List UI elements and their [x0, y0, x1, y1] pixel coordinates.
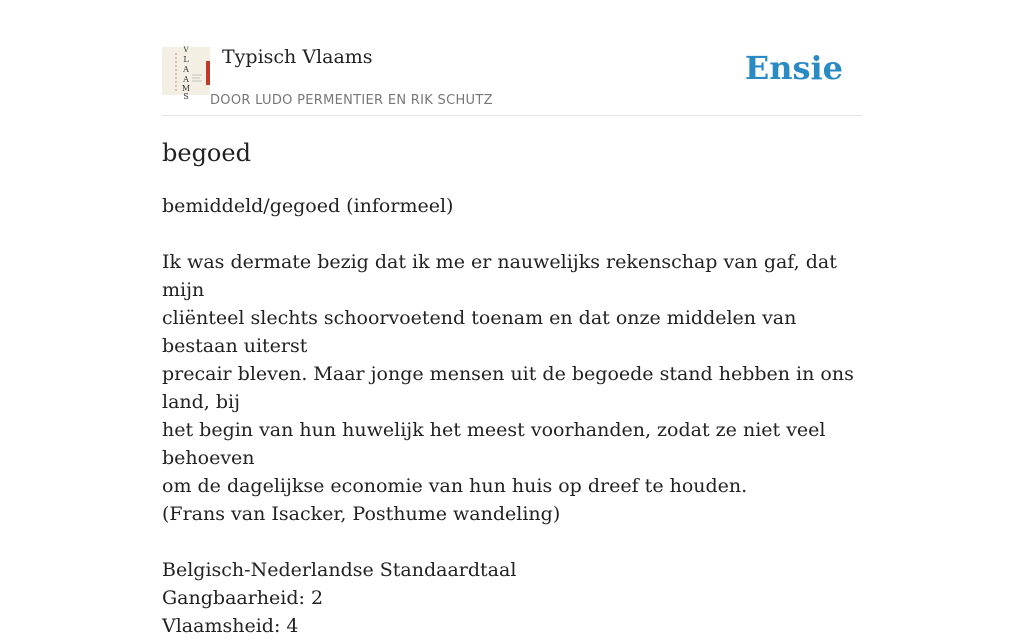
logo-letter: M: [181, 84, 191, 93]
source-logo[interactable]: [162, 46, 210, 101]
entry-content: [162, 192, 862, 640]
quote-line: cliënteel slechts schoorvoetend toenam en dat onze middelen van bestaan uiterst: [162, 307, 797, 357]
quote-line: het begin van hun huwelijk het meest voorhanden, zodat ze niet veel behoeven: [162, 419, 826, 469]
book-cover-icon: [162, 46, 210, 101]
logo-letter: V: [183, 46, 189, 54]
quote-line: Ik was dermate bezig dat ik me er nauwelijks rekenschap van gaf, dat mijn: [162, 251, 837, 301]
paragraph-spacer: [162, 220, 862, 248]
entry-flemishness: Vlaamsheid: 4: [162, 615, 299, 637]
brand-logo-link[interactable]: Ensie: [744, 49, 843, 87]
source-authors: DOOR LUDO PERMENTIER EN RIK SCHUTZ: [210, 93, 493, 108]
logo-letter: A: [183, 75, 189, 84]
logo-letter: S: [183, 92, 189, 101]
paragraph-spacer: [162, 528, 862, 556]
logo-letter: A: [183, 65, 189, 74]
quote-source: (Frans van Isacker, Posthume wandeling): [162, 503, 561, 525]
source-title-link[interactable]: Typisch Vlaams: [222, 46, 373, 68]
entry-language: Belgisch-Nederlandse Standaardtaal: [162, 559, 517, 581]
entry-frequency: Gangbaarheid: 2: [162, 587, 324, 609]
logo-letter: L: [183, 55, 189, 64]
quote-line: om de dagelijkse economie van hun huis op dreef te houden.: [162, 475, 748, 497]
entry-title: begoed: [162, 139, 251, 167]
entry-definition: bemiddeld/gegoed (informeel): [162, 195, 454, 217]
quote-line: precair bleven. Maar jonge mensen uit de begoede stand hebben in ons land, bij: [162, 363, 854, 413]
source-header: [162, 40, 862, 116]
